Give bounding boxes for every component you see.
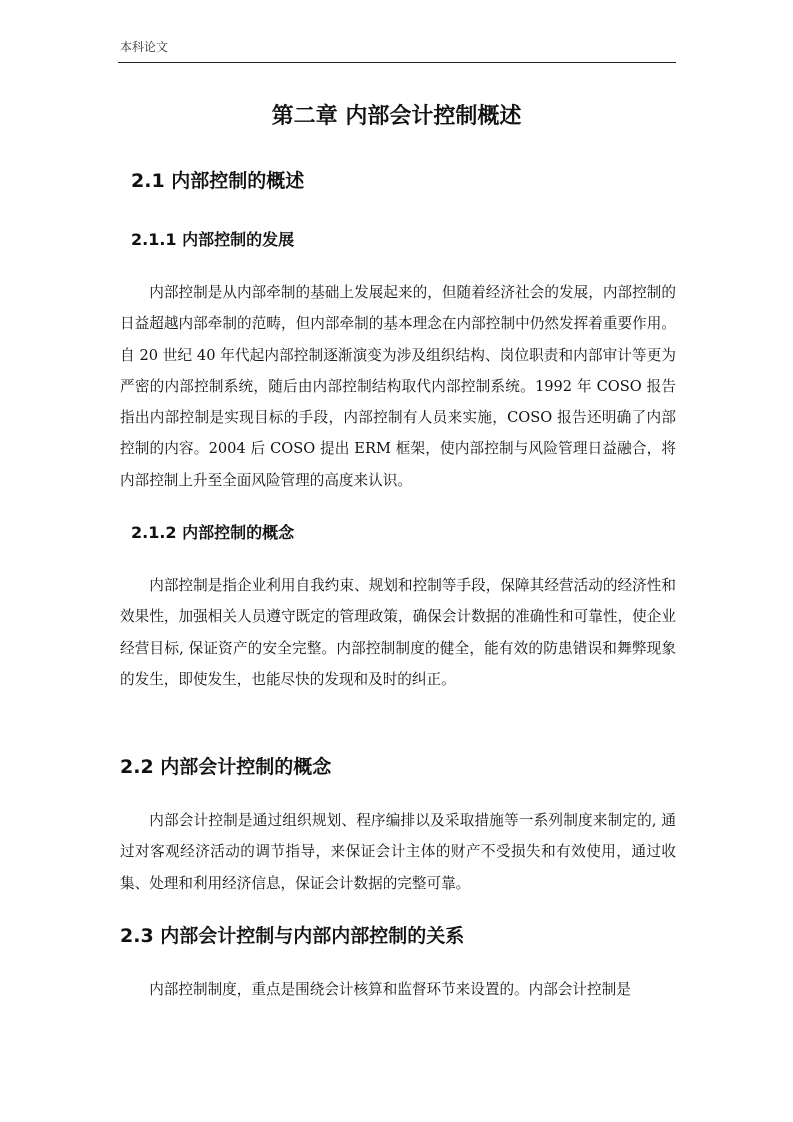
subsection-heading-2-1-2: 2.1.2 内部控制的概念: [131, 523, 295, 542]
paragraph-2-1-1: 内部控制是从内部牵制的基础上发展起来的，但随着经济社会的发展，内部控制的日益超越内部牵制的范畴，但内部牵制的基本理念在内部控制中仍然发挥着重要作用。自 20 世纪 40 年代起内部控制逐渐演变为涉及组织结构、岗位职责和内部审计等更为严密的内部控制系统，随后由内部控制结构取代内部控制系统。1992 年 COSO 报告指出内部控制是实现目标的手段，内部控制有人员来实施，COSO 报告还明确了内部控制的内容。2004 后 COSO 提出 ERM 框架，使内部控制与风险管理日益融合，将内部控制上升至全面风险管理的高度来认识。: [120, 284, 676, 489]
paragraph-2-3: 内部控制制度，重点是围绕会计核算和监督环节来设置的。内部会计控制是: [149, 981, 631, 998]
subsection-heading-2-1-1: 2.1.1 内部控制的发展: [131, 230, 295, 249]
running-header: 本科论文: [120, 40, 169, 54]
section-heading-2-1: 2.1 内部控制的概述: [131, 170, 305, 192]
section-heading-2-3: 2.3 内部会计控制与内部内部控制的关系: [120, 925, 465, 947]
chapter-title: 第二章 内部会计控制概述: [271, 104, 522, 129]
header-divider: [118, 62, 676, 63]
paragraph-2-2: 内部会计控制是通过组织规划、程序编排以及采取措施等一系列制度来制定的, 通过对客观经济活动的调节指导，来保证会计主体的财产不受损失和有效使用，通过收集、处理和利用经济信息，保证会计数据的完整可靠。: [120, 812, 676, 892]
section-heading-2-2: 2.2 内部会计控制的概念: [120, 756, 332, 778]
paragraph-2-1-2: 内部控制是指企业利用自我约束、规划和控制等手段，保障其经营活动的经济性和效果性，加强相关人员遵守既定的管理政策，确保会计数据的准确性和可靠性，使企业经营目标, 保证资产的安全完整。内部控制制度的健全，能有效的防患错误和舞弊现象的发生，即使发生，也能尽快的发现和及时的纠正。: [120, 577, 676, 688]
